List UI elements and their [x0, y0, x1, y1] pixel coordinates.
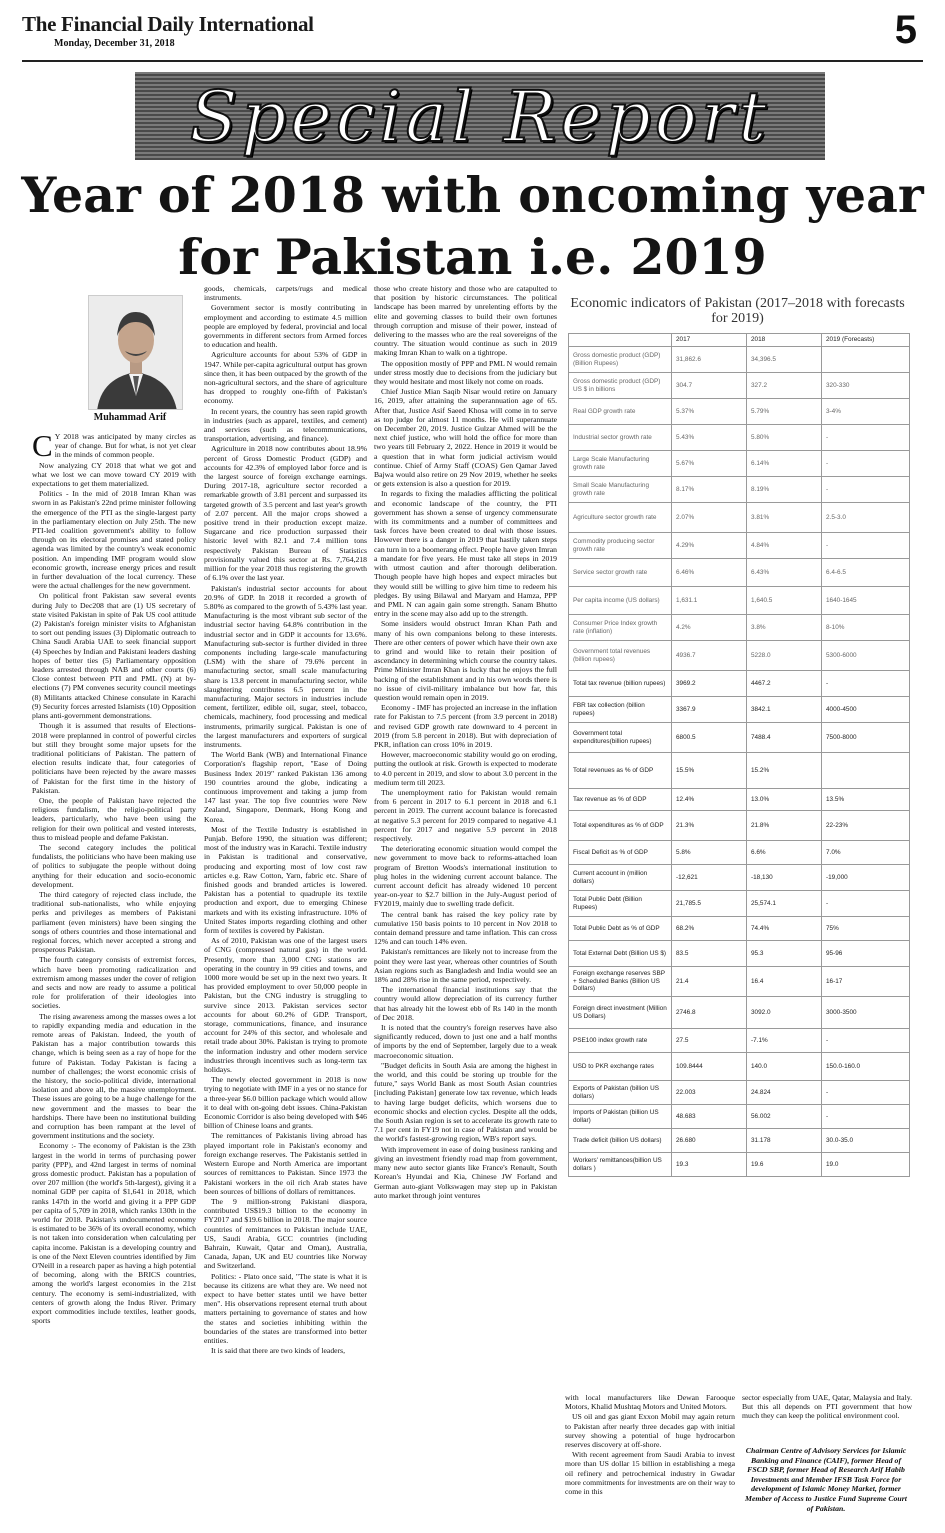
- indicator-label-cell: Foreign direct investment (Million US Dollars): [569, 997, 672, 1029]
- indicator-value-cell: 16-17: [822, 967, 910, 997]
- indicator-value-cell: -: [822, 477, 910, 503]
- indicator-label-cell: Gross domestic product (GDP)(Billion Rupees): [569, 347, 672, 373]
- article-column-3: [374, 284, 557, 1528]
- indicator-value-cell: 8.17%: [672, 477, 747, 503]
- table-row: [569, 1153, 910, 1177]
- article-column-4: [565, 1393, 735, 1528]
- indicator-value-cell: 4000-4500: [822, 697, 910, 723]
- indicator-value-cell: 12.4%: [672, 789, 747, 811]
- indicator-value-cell: 4467.2: [747, 671, 822, 697]
- indicator-value-cell: 6.43%: [747, 559, 822, 587]
- table-row: [569, 997, 910, 1029]
- article-paragraph: Economy - IMF has projected an increase in the inflation rate for Pakistan to 7.5 percent (from 3.9 percent in 2018) and revised GDP growth rate downward to 4 percent in 2019 (from 5.8 percent in 2018). But with depreciation of PKR, inflation can cross 10% in 2019.: [374, 703, 557, 749]
- author-photo: [88, 295, 183, 410]
- indicator-value-cell: 19.6: [747, 1153, 822, 1177]
- indicator-value-cell: 5.79%: [747, 399, 822, 425]
- indicator-value-cell: 4936.7: [672, 641, 747, 671]
- author-credentials: Chairman Centre of Advisory Services for Islamic Banking and Finance (CAIF), former Head of FSCD SBP, former Head of Research Arif Habib Investments and Member IFSB Task Force for development of Islamic Money Market, former Member of Access to Justice Fund Supreme Court of Pakistan.: [745, 1446, 907, 1513]
- article-paragraph: It is said that there are two kinds of leaders,: [211, 1346, 346, 1356]
- article-paragraph: With recent agreement from Saudi Arabia to invest more than US dollar 15 billion in establishing a mega oil refinery and petrochemical industry in Gwadar more commitments for investments are on their way to come in this: [565, 1450, 735, 1497]
- indicator-label-cell: Commodity producing sector growth rate: [569, 533, 672, 559]
- indicator-value-cell: 1,631.1: [672, 587, 747, 615]
- indicator-value-cell: 320-330: [822, 373, 910, 399]
- article-paragraph: It is noted that the country's foreign reserves have also significantly reduced, down to just one and a half months of imports by the end of September, largely due to a weak macroeconomic situation.: [374, 1023, 557, 1060]
- indicator-value-cell: 75%: [822, 917, 910, 941]
- indicator-value-cell: 22-23%: [822, 811, 910, 841]
- table-header-cell: 2019 (Forecasts): [822, 334, 910, 347]
- indicator-value-cell: 2746.8: [672, 997, 747, 1029]
- indicator-value-cell: 8-10%: [822, 615, 910, 641]
- indicator-value-cell: 150.0-160.0: [822, 1053, 910, 1081]
- drop-cap: C: [32, 432, 53, 463]
- indicator-value-cell: 8.19%: [747, 477, 822, 503]
- indicator-value-cell: 74.4%: [747, 917, 822, 941]
- indicator-value-cell: 6.46%: [672, 559, 747, 587]
- article-paragraph: The remittances of Pakistanis living abroad has played important role in Pakistan's economy and foreign exchange reserves. The Pakistanis settled in Western Europe and North America are important sources of remittances to Pakistan. Since 1973 the Pakistani workers in the oil rich Arab states have been sources of billions of dollars of remittances.: [204, 1131, 367, 1196]
- table-row: [569, 671, 910, 697]
- indicator-value-cell: 19.3: [672, 1153, 747, 1177]
- table-header-row: [569, 334, 910, 347]
- indicator-label-cell: Total expenditures as % of GDP: [569, 811, 672, 841]
- table-row: [569, 891, 910, 917]
- table-row: [569, 1029, 910, 1053]
- indicator-value-cell: 21.3%: [672, 811, 747, 841]
- indicator-value-cell: 5.37%: [672, 399, 747, 425]
- article-paragraph: The third category of rejected class include, the traditional sub-nationalists, who while enjoying perks and privileges as members of Pakistani parliament (even ministers) have been singing the songs of others countries and those international and regional forces, which never accepted a strong and prosperous Pakistan.: [32, 889, 196, 955]
- newspaper-name: The Financial Daily International: [22, 12, 314, 36]
- indicator-value-cell: 27.5: [672, 1029, 747, 1053]
- indicator-value-cell: 21.4: [672, 967, 747, 997]
- indicator-label-cell: Total tax revenue (billion rupees): [569, 671, 672, 697]
- indicator-value-cell: 95.3: [747, 941, 822, 967]
- article-paragraph: Politics: - Plato once said, "The state is what it is because its citizens are what they are. We need not expect to have better states until we have better men". His observations represent eternal truth about matters pertaining to governance of states and how the states and societies inhibiting within the boundaries of the states are transformed into better entities.: [204, 1271, 367, 1345]
- article-paragraph: The World Bank (WB) and International Finance Corporation's flagship report, "Ease of Doing Business Index 2019" ranked Pakistan 136 among 190 countries around the globe, indicating a continuous improvement and taking a jump from 147 last year. The top five countries were New Zealand, Singapore, Denmark, Hong Kong and Korea.: [204, 750, 367, 824]
- indicator-value-cell: 31,862.6: [672, 347, 747, 373]
- article-paragraph: with local manufacturers like Dewan Farooque Motors, Khalid Mushtaq Motors and United Motors.: [565, 1393, 735, 1412]
- indicator-label-cell: Current account in (million dollars): [569, 865, 672, 891]
- indicator-value-cell: 6800.5: [672, 723, 747, 753]
- indicator-value-cell: 7500-8000: [822, 723, 910, 753]
- article-paragraph: Agriculture in 2018 now contributes about 18.9% percent of Gross Domestic Product (GDP) and accounts for 42.3% of employed labor force and is the largest source of foreign exchange earnings. During 2017-18, agriculture sector recorded a remarkable growth of 3.81 percent and surpassed its targeted growth of 3.5 percent and last year's growth of 2.07 percent. All the major crops showed a positive trend in their production except maize. Sugarcane and rice production surpassed their historic level with 82.1 and 7.4 million tons respectively Pakistan Bureau of Statistics provisionally valued this sector at Rs. 7,764,218 million for the year 2018 thus registering the growth of 6.1% over the last year.: [204, 444, 367, 583]
- article-paragraph: those who create history and those who are catapulted to that position by historic circumstances. The political landscape has been marred by unrelenting efforts by the elite and governing classes to build their own fortunes through corruption and misuse of their power, instead of delivering to the masses who are the real sovereigns of the country. The situation would continue as such in 2019 making Imran Khan to walk on a tightrope.: [374, 284, 557, 358]
- indicator-label-cell: Imports of Pakistan (billion US dollar): [569, 1105, 672, 1129]
- article-paragraph: Pakistan's remittances are likely not to increase from the point they were last year, whereas other countries of South Asian regions such as Bangladesh and India would see an 18% and 28% rise in the same period, respectively.: [374, 947, 557, 985]
- indicator-value-cell: 34,396.5: [747, 347, 822, 373]
- indicator-value-cell: 327.2: [747, 373, 822, 399]
- article-paragraph: C Y 2018 was anticipated by many circles as year of change. But for what, is not yet clear in the minds of common people.: [32, 432, 196, 463]
- indicator-value-cell: 1640-1645: [822, 587, 910, 615]
- article-paragraph: The newly elected government in 2018 is now trying to negotiate with IMF in a yes or no stance for a three-year $6.0 billion package which would allow it to deal with on-going debt issues. China-Pakistan Economic Corridor is also being developed with $46 billion of Chinese loans and grants.: [204, 1075, 367, 1131]
- indicator-value-cell: 3367.9: [672, 697, 747, 723]
- indicator-label-cell: Workers' remittances(billion US dollars ): [569, 1153, 672, 1177]
- indicator-label-cell: PSE100 index growth rate: [569, 1029, 672, 1053]
- indicator-value-cell: 5.80%: [747, 425, 822, 451]
- indicator-value-cell: 2.5-3.0: [822, 503, 910, 533]
- indicator-label-cell: USD to PKR exchange rates: [569, 1053, 672, 1081]
- article-column-1: [32, 432, 196, 1528]
- article-paragraph: Chief Justice Mian Saqib Nisar would retire on January 16, 2019, after attaining the superannuation age of 65. After that, Justice Asif Saeed Khosa will come in to serve as top judge for almost 11 months. He will superannuate on December 20, 2019. Justice Gulzar Ahmed will be the next chief justice, who will hold the office for more than two years till February 2, 2022. Hence in 2019 it would be a question that in what form judicial activism would continue. Chief of Army Staff (COAS) Gen Qamar Javed Bajwa would also retire on 29 Nov 2019, whether he seeks or gets extension is also a question for 2019.: [374, 387, 557, 489]
- header-divider: [22, 60, 923, 62]
- table-row: [569, 1105, 910, 1129]
- indicator-label-cell: Agriculture sector growth rate: [569, 503, 672, 533]
- indicator-label-cell: Fiscal Deficit as % of GDP: [569, 841, 672, 865]
- indicator-value-cell: -: [822, 891, 910, 917]
- indicator-value-cell: 31.178: [747, 1129, 822, 1153]
- issue-date: Monday, December 31, 2018: [54, 38, 175, 49]
- indicator-label-cell: Exports of Pakistan (billion US dollars): [569, 1081, 672, 1105]
- table-row: [569, 373, 910, 399]
- indicator-value-cell: -7.1%: [747, 1029, 822, 1053]
- indicator-value-cell: -19,000: [822, 865, 910, 891]
- article-paragraph: The opposition mostly of PPP and PML N would remain under stress mostly due to decisions from the judiciary but they would hesitate and most likely not come on roads.: [374, 358, 557, 387]
- indicator-value-cell: 13.0%: [747, 789, 822, 811]
- article-paragraph: Economy :- The economy of Pakistan is the 23th largest in the world in terms of purchasing power parity (PPP), and 42nd largest in terms of nominal gross domestic product. Pakistan has a population of over 207 million (the world's 5th-largest), giving it a nominal GDP per capita of $1,641 in 2018, which ranks 147th in the world and giving it a PPP GDP per capita of 5,709 in 2018, which ranks 130th in the world for 2018. Pakistan's undocumented economy is estimated to be 36% of its overall economy, which is not taken into consideration when calculating per capita income. Pakistan is a developing country and is one of the Next Eleven countries identified by Jim O'Neill in a research paper as having a high potential of becoming, along with the BRICS countries, among the world's largest economies in the 21st century. The economy is semi-industrialized, with centers of growth along the Indus River. Primary export commodities include textiles, leather goods, sports: [32, 1141, 196, 1326]
- indicator-value-cell: 7488.4: [747, 723, 822, 753]
- table-row: [569, 347, 910, 373]
- indicator-value-cell: -: [822, 1029, 910, 1053]
- indicator-value-cell: 1,640.5: [747, 587, 822, 615]
- indicator-value-cell: 304.7: [672, 373, 747, 399]
- indicator-value-cell: 3-4%: [822, 399, 910, 425]
- indicator-value-cell: 16.4: [747, 967, 822, 997]
- table-row: [569, 477, 910, 503]
- article-paragraph: Most of the Textile Industry is established in Punjab. Before 1990, the situation was different; most of the industry was in Karachi. Textile industry in Pakistan is traditional and conservative, producing and exporting most of low cost raw articles e.g. Raw Cotton, Yarn, fabric etc. Share of finished goods and branded articles is lowered. Pakistan has a potential to quadruple its textile production and export, due to emerging Chinese markets and with its existing infrastructure. 10% of United States imports regarding clothing and other form of textiles is covered by Pakistan.: [204, 824, 367, 936]
- table-row: [569, 941, 910, 967]
- indicator-value-cell: 21.8%: [747, 811, 822, 841]
- page-number: 5: [894, 8, 917, 52]
- indicator-value-cell: 3.81%: [747, 503, 822, 533]
- article-paragraph: In regards to fixing the maladies afflicting the political and economic landscape of the country, the PTI government has shown a sense of urgency commensurate with its commitments and a number of committees and task forces have been created to deal with those issues. However there is a danger in 2019 that hastily taken steps can turn in to a boomerang effect. People have given Imran a mandate for five years. He must take all steps in 2019 with utmost caution and after thorough deliberation. Though people have high hopes and expect miracles but they would still be willing to give him time to redeem his pledges. By using Bilawal and Maryam and Hamza, PPP and PML N can again gain some strength. Sanam Bhutto entry in the scene may also add up to the strength.: [374, 489, 557, 619]
- table-header-cell: 2017: [672, 334, 747, 347]
- indicator-value-cell: 3.8%: [747, 615, 822, 641]
- article-paragraph: goods, chemicals, carpets/rugs and medical instruments.: [204, 284, 367, 303]
- indicator-value-cell: [822, 753, 910, 789]
- table-row: [569, 841, 910, 865]
- table-row: [569, 533, 910, 559]
- indicator-value-cell: 3969.2: [672, 671, 747, 697]
- indicator-value-cell: -: [822, 671, 910, 697]
- indicator-label-cell: Industrial sector growth rate: [569, 425, 672, 451]
- indicator-value-cell: 5.67%: [672, 451, 747, 477]
- indicator-label-cell: Gross domestic product (GDP) US $ in billions: [569, 373, 672, 399]
- article-paragraph: Government sector is mostly contributing in employment and according to estimate 4.5 million people are employed by federal, provincial and local governments in different sectors from Armed forces to education and health.: [204, 303, 367, 350]
- article-paragraph: US oil and gas giant Exxon Mobil may again return to Pakistan after nearly three decades gap with initial survey showing a potential of huge hydrocarbon reserves discovery at off-shore.: [565, 1412, 735, 1450]
- indicator-label-cell: Government total revenues (billion rupees): [569, 641, 672, 671]
- table-row: [569, 587, 910, 615]
- author-portrait-icon: [89, 296, 183, 410]
- article-paragraph: The deteriorating economic situation would compel the new government to move back to reforms-attached loan program of Bretton Woods's international institution to plug holes in the widening current account balance. The current account deficit has already widened 10 percent year-on-year to $2.7 billion in the July-August period of FY2019, mainly due to swelling trade deficit.: [374, 844, 557, 909]
- indicator-value-cell: 68.2%: [672, 917, 747, 941]
- table-title: Economic indicators of Pakistan (2017–2018 with forecasts for 2019): [570, 296, 905, 326]
- indicator-value-cell: -12,621: [672, 865, 747, 891]
- indicator-value-cell: 56.002: [747, 1105, 822, 1129]
- indicator-value-cell: 3000-3500: [822, 997, 910, 1029]
- indicator-label-cell: Total External Debt (Billion US $): [569, 941, 672, 967]
- indicator-value-cell: 4.2%: [672, 615, 747, 641]
- table-row: [569, 723, 910, 753]
- section-banner: [135, 72, 825, 160]
- table-row: [569, 615, 910, 641]
- indicator-value-cell: 25,574.1: [747, 891, 822, 917]
- indicator-value-cell: 15.5%: [672, 753, 747, 789]
- table-row: [569, 451, 910, 477]
- table-row: [569, 503, 910, 533]
- indicator-value-cell: 5.8%: [672, 841, 747, 865]
- table-row: [569, 559, 910, 587]
- article-column-2: [204, 284, 367, 1528]
- indicator-label-cell: Large Scale Manufacturing growth rate: [569, 451, 672, 477]
- article-paragraph: Politics - In the mid of 2018 Imran Khan was sworn in as Pakistan's 22nd prime minister following the emergence of the PTI as the single-largest party in the parliamentary election on July 25th. The new PTI-led coalition government's ability to follow through on its electoral promises and stated policy agenda was limited by the country's weak economic position. An impending IMF program would slow economic growth, increase energy prices and result in further devaluation of the local currency. These were the actual challenges for the new government.: [32, 489, 196, 591]
- indicator-label-cell: Per capita income (US dollars): [569, 587, 672, 615]
- table-row: [569, 753, 910, 789]
- table-row: [569, 1053, 910, 1081]
- table-row: [569, 697, 910, 723]
- article-paragraph: "Budget deficits in South Asia are among the highest in the world, and this could be storing up trouble for the future," says World Bank as most South Asian countries [including Pakistan] generate low tax revenue, which leads to having large budget deficits, which worsens due to economic shocks and election cycles. Despite all the odds, the South Asian region is set to accelerate its growth rate to 7.1 per cent in FY19 not in case of Pakistan and would be the world's fastest-growing region, WB's report says.: [374, 1060, 557, 1144]
- indicator-label-cell: Total Public Debt (Billion Rupees): [569, 891, 672, 917]
- article-column-5: [742, 1393, 912, 1443]
- article-paragraph: sector especially from UAE, Qatar, Malaysia and Italy. But this all depends on PTI government that how much they can keep the political environment cool.: [742, 1393, 912, 1421]
- article-paragraph: The second category includes the political fundalists, the politicians who have been making use of politics to subjugate the people without doing anything for their education and socio-economic development.: [32, 842, 196, 889]
- indicator-value-cell: 22.003: [672, 1081, 747, 1105]
- article-paragraph: As of 2010, Pakistan was one of the largest users of CNG (compressed natural gas) in the world. Presently, more than 3,000 CNG stations are operating in the country in 99 cities and towns, and 1000 more would be set up in the next two years. It has provided employment to over 50,000 people in Pakistan, but the CNG industry is struggling to survive since 2013. Pakistan services sector accounts for about 60.2% of GDP. Transport, storage, communications, finance, and insurance account for 24% of this sector, and wholesale and retail trade about 30%. Pakistan is trying to promote the information industry and other modern service industries through incentives such as long-term tax holidays.: [204, 936, 367, 1075]
- table-header-cell: 2018: [747, 334, 822, 347]
- article-paragraph: Now analyzing CY 2018 that what we got and what we lost we can move toward CY 2019 with expectations to get them materialized.: [32, 460, 196, 489]
- indicator-label-cell: Foreign exchange reserves SBP + Scheduled Banks (Billion US Dollars): [569, 967, 672, 997]
- indicator-value-cell: 21,785.5: [672, 891, 747, 917]
- indicator-value-cell: 48.683: [672, 1105, 747, 1129]
- author-byline: Muhammad Arif: [93, 412, 167, 423]
- indicator-value-cell: 26.680: [672, 1129, 747, 1153]
- indicator-value-cell: 6.6%: [747, 841, 822, 865]
- headline: Year of 2018 with oncoming year for Pakistan i.e. 2019: [21, 166, 924, 286]
- article-paragraph: Some insiders would obstruct Imran Khan Path and many of his own companions belong to these interests. There are other centers of power which have their own axe to grind and would like to retain their position of ascendancy in determining which course the country takes. Prime Minister Imran Khan is lucky that he enjoys the full backing of the establishment and in his own words there is no issue of civil-military imbalance but how far, this question would remain open in 2019.: [374, 619, 557, 702]
- article-paragraph: In recent years, the country has seen rapid growth in industries (such as apparel, textiles, and cement) and services (such as telecommunications, transportation, advertising, and finance).: [204, 406, 367, 444]
- economic-indicators-table: [568, 333, 910, 1177]
- article-paragraph: Pakistan's industrial sector accounts for about 20.9% of GDP. In 2018 it recorded a growth of 5.80% as compared to the growth of 5.43% last year. Manufacturing is the most vibrant sub sector of the industrial sector having 64.8% contribution in the industrial sector and in GDP it accounts for 13.6%. Manufacturing sub-sector is further divided in three components including large-scale manufacturing (LSM) with the share of 79.6% percent in manufacturing sector, small scale manufacturing share is 13.8 percent in manufacturing sector, while slaughtering contributes 6.5 percent in the manufacturing. Major sectors in industries include cement, fertilizer, edible oil, sugar, steel, tobacco, chemicals, machinery, food processing and medical instruments, primarily surgical. Pakistan is one of the largest manufacturers and exporters of surgical instruments.: [204, 583, 367, 749]
- indicator-label-cell: Tax revenue as % of GDP: [569, 789, 672, 811]
- indicator-label-cell: Total Public Debt as % of GDP: [569, 917, 672, 941]
- article-paragraph: The fourth category consists of extremist forces, which have been promoting radicalization and extremism among masses under the cover of religion and sects and now are ready to assume a political role for proliferation of their ideologies into societies.: [32, 955, 196, 1011]
- indicator-value-cell: 6.4-6.5: [822, 559, 910, 587]
- indicator-value-cell: -: [822, 533, 910, 559]
- article-paragraph: The central bank has raised the key policy rate by cumulative 150 basis points to 10 percent in Nov 2018 to contain demand pressure and tame inflation. This can cross 12% and can touch 14% even.: [374, 909, 557, 947]
- table-row: [569, 811, 910, 841]
- indicator-value-cell: -: [822, 451, 910, 477]
- article-paragraph: The rising awareness among the masses owes a lot to rapidly expanding media and education in the remote areas of Pakistan. Indeed, the youth of Pakistan has a major contribution towards this change, which is being seen as a ray of hope for the future of Pakistan. Today Pakistan is facing a number of challenges; the worst economic crisis of the history, the socio-political divide, international isolation and above all, the massive unemployment. These issues are going to be a huge challenge for the new government and the masses to bear the hardships. There have been no institutional building and corruption has been rampant at the level of government institutions and the society.: [32, 1011, 196, 1141]
- article-paragraph: The international financial institutions say that the country would allow depreciation of its currency further that has already hit the lowest ebb of Rs 140 in the month of Dec 2018.: [374, 985, 557, 1022]
- indicator-label-cell: Consumer Price Index growth rate (inflation): [569, 615, 672, 641]
- indicator-label-cell: Service sector growth rate: [569, 559, 672, 587]
- indicator-value-cell: 6.14%: [747, 451, 822, 477]
- indicator-value-cell: [822, 347, 910, 373]
- indicator-value-cell: 109.8444: [672, 1053, 747, 1081]
- table-row: [569, 865, 910, 891]
- table-row: [569, 1081, 910, 1105]
- indicator-value-cell: 19.0: [822, 1153, 910, 1177]
- indicator-label-cell: Total revenues as % of GDP: [569, 753, 672, 789]
- indicator-label-cell: FBR tax collection (billion rupees): [569, 697, 672, 723]
- table-row: [569, 1129, 910, 1153]
- indicator-value-cell: 140.0: [747, 1053, 822, 1081]
- indicator-value-cell: 30.0-35.0: [822, 1129, 910, 1153]
- article-paragraph: Though it is assumed that results of Elections-2018 were preplanned in control of powerful circles but still they brought some major upsets for the traditional politicians of Pakistan. The pattern of election results indicate that, four categories of politicians have been rejected by the aware masses of Pakistan for the first time in the history of Pakistan.: [32, 721, 196, 795]
- table-row: [569, 917, 910, 941]
- article-paragraph: On political front Pakistan saw several events during July to Dec208 that are (1) US secretary of state visited Pakistan in spite of Pak US cool attitude (2) Pakistan's foreign minister visits to Afghanistan to sort out pending issues (3) Diplomatic outreach to China Saudi Arabia UAE to seek financial support (4) Speeches by Indian and Pakistani leaders dashing hopes of better ties (5) Parliamentary opposition leaders arrested through NAB and other courts (6) Close contest between PTI and PML (N) at by-elections (7) PM convenes security council meetings (8) Militants attacked Chinese consulate in Karachi (9) Security forces arrested Islamists (10) Opposition plans anti-government demonstrations.: [32, 591, 196, 721]
- indicator-value-cell: 5.43%: [672, 425, 747, 451]
- indicator-value-cell: -18,130: [747, 865, 822, 891]
- article-paragraph: With improvement in ease of doing business ranking and giving an investment friendly road map from government, many new auto sector giants like France's Renault, South Korean's Hyundai and Kia, Chinese JW Forland and German auto-giant Volkswagen may step up in Pakistan auto market through joint ventures: [374, 1144, 557, 1200]
- indicator-value-cell: 2.07%: [672, 503, 747, 533]
- article-paragraph: The 9 million-strong Pakistani diaspora, contributed US$19.3 billion to the economy in FY2017 and $19.6 billion in 2018. The major source countries of remittances to Pakistan include UAE, US, Saudi Arabia, GCC countries (including Bahrain, Kuwait, Qatar and Oman), Australia, Canada, Japan, UK and EU countries like Norway and Switzerland.: [204, 1196, 367, 1271]
- indicator-value-cell: 7.0%: [822, 841, 910, 865]
- table-row: [569, 425, 910, 451]
- indicator-value-cell: 3092.0: [747, 997, 822, 1029]
- indicator-value-cell: 5300-6000: [822, 641, 910, 671]
- section-banner-title: Special Report: [189, 76, 771, 158]
- indicator-value-cell: 95-96: [822, 941, 910, 967]
- indicator-value-cell: 15.2%: [747, 753, 822, 789]
- table-header-cell: [569, 334, 672, 347]
- indicator-value-cell: 4.84%: [747, 533, 822, 559]
- table-row: [569, 399, 910, 425]
- table-row: [569, 789, 910, 811]
- indicator-label-cell: Government total expenditures(billion rupees): [569, 723, 672, 753]
- indicator-value-cell: -: [822, 1081, 910, 1105]
- indicator-label-cell: Small Scale Manufacturing growth rate: [569, 477, 672, 503]
- masthead: [22, 12, 314, 49]
- table-row: [569, 967, 910, 997]
- article-paragraph: Agriculture accounts for about 53% of GDP in 1947. While per-capita agricultural output has grown since then, it has been outpaced by the growth of the non-agricultural sectors, and the share of agriculture has dropped to roughly one-fifth of Pakistan's economy.: [204, 350, 367, 406]
- indicator-value-cell: 4.29%: [672, 533, 747, 559]
- indicator-value-cell: 13.5%: [822, 789, 910, 811]
- indicator-value-cell: -: [822, 1105, 910, 1129]
- article-paragraph: The unemployment ratio for Pakistan would remain from 6 percent in 2017 to 6.1 percent in 2018 and 6.1 percent in 2019. The current account balance is forecasted at negative 5.3 percent for 2019 compared to negative 4.1 percent for 2017 and negative 5.9 percent in 2018 respectively.: [374, 787, 557, 843]
- indicator-value-cell: 3842.1: [747, 697, 822, 723]
- indicator-value-cell: 5228.0: [747, 641, 822, 671]
- article-paragraph: However, macroeconomic stability would go on eroding, putting the outlook at risk. Growth is expected to moderate to 4.0 percent in 2019, and slow to about 3.0 percent in the medium term till 2023.: [374, 750, 557, 787]
- article-paragraph: One, the people of Pakistan have rejected the religious fundalism, the religio-political party leaders, particularly, who have been using the religion for their own political and vested interests, thus to mislead people and defame Pakistan.: [32, 795, 196, 842]
- indicator-value-cell: 24.824: [747, 1081, 822, 1105]
- indicator-label-cell: Real GDP growth rate: [569, 399, 672, 425]
- indicator-value-cell: -: [822, 425, 910, 451]
- indicator-label-cell: Trade deficit (billion US dollars): [569, 1129, 672, 1153]
- table-row: [569, 641, 910, 671]
- indicator-value-cell: 83.5: [672, 941, 747, 967]
